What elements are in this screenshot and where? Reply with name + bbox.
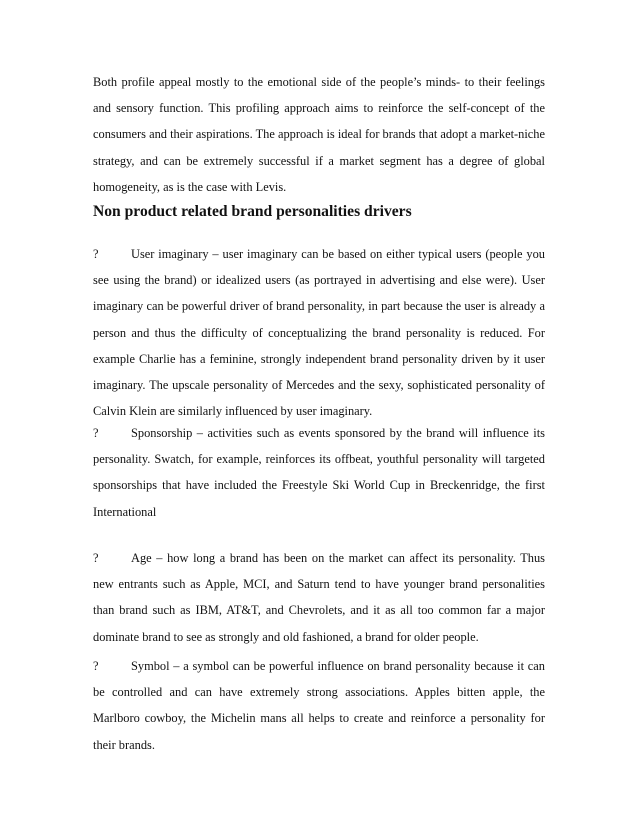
bullet-text: Age – how long a brand has been on the market can affect its personality. Thus new entrants such as Apple, MCI, and Saturn tend to have younger brand personalities than brand such as IBM, AT&T, and Chevrolets, and it as all too common far a major dominate brand to see as strongly and old fashioned, a brand for older people. [93,551,545,644]
bullet-symbol [93,653,545,758]
bullet-text: User imaginary – user imaginary can be based on either typical users (people you see using the brand) or idealized users (as portrayed in advertising and else were). User imaginary can be powerful driver of brand personality, in part because the user is already a person and thus the difficulty of conceptualizing the brand personality is reduced. For example Charlie has a feminine, strongly independent brand personality driven by it user imaginary. The upscale personality of Mercedes and the sexy, sophisticated personality of Calvin Klein are similarly influenced by user imaginary. [93,247,545,419]
bullet-text: Symbol – a symbol can be powerful influence on brand personality because it can be controlled and can have extremely strong associations. Apples bitten apple, the Marlboro cowboy, the Michelin mans all helps to create and reinforce a personality for their brands. [93,659,545,752]
intro-paragraph: Both profile appeal mostly to the emotional side of the people’s minds- to their feelings and sensory function. This profiling approach aims to reinforce the self-concept of the consumers and their aspirations. The approach is ideal for brands that adopt a market-niche strategy, and can be extremely successful if a market segment has a degree of global homogeneity, as is the case with Levis. [93,75,545,194]
bullet-marker: ? [93,426,99,440]
bullet-age [93,545,545,650]
bullet-marker: ? [93,659,99,673]
bullet-user-imaginary [93,241,545,424]
section-heading: Non product related brand personalities drivers [93,203,412,220]
bullet-text: Sponsorship – activities such as events sponsored by the brand will influence its personality. Swatch, for example, reinforces its offbeat, youthful personality will targeted sponsorships that have included the Freestyle Ski World Cup in Breckenridge, the first International [93,426,545,519]
bullet-marker: ? [93,247,99,261]
bullet-marker: ? [93,551,99,565]
bullet-sponsorship [93,420,545,525]
